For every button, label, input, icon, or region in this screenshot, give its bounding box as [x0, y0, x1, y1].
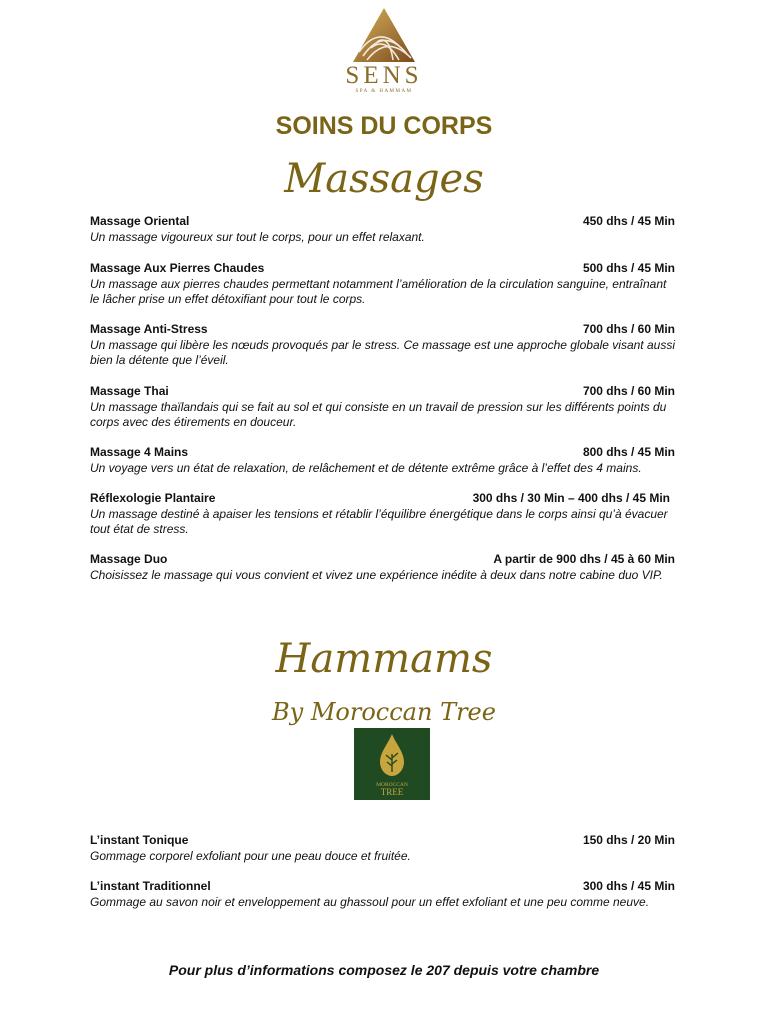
- item-name: Massage Aux Pierres Chaudes: [90, 261, 265, 275]
- item-price: 300 dhs / 30 Min – 400 dhs / 45 Min: [472, 491, 670, 505]
- hammams-heading: Hammams: [275, 636, 493, 682]
- hammams-subheading: By Moroccan Tree: [272, 698, 496, 726]
- menu-item: [90, 261, 675, 308]
- item-price: 500 dhs / 45 Min: [582, 261, 675, 275]
- item-description: Un massage qui libère les nœuds provoqués par le stress. Ce massage est une approche globale visant aussi bien la détente que l’éveil.: [90, 337, 675, 367]
- item-price: 700 dhs / 60 Min: [582, 322, 675, 336]
- item-price: 300 dhs / 45 Min: [582, 879, 675, 893]
- item-price: A partir de 900 dhs / 45 à 60 Min: [493, 552, 675, 566]
- menu-item: [90, 833, 675, 864]
- item-description: Un massage destiné à apaiser les tensions et rétablir l’équilibre énergétique dans le corps ainsi qu’à évacuer tout état de stress.: [90, 506, 668, 536]
- item-name: L’instant Tonique: [90, 833, 189, 847]
- menu-item: [90, 879, 675, 910]
- item-description: Un massage vigoureux sur tout le corps, pour un effet relaxant.: [90, 229, 425, 244]
- sens-logo: [0, 6, 768, 66]
- item-description: Un voyage vers un état de relaxation, de relâchement et de détente extrême grâce à l’effet des 4 mains.: [90, 460, 642, 475]
- triangle-logo-icon: [349, 6, 419, 66]
- item-description: Gommage corporel exfoliant pour une peau douce et fruitée.: [90, 848, 411, 863]
- menu-item: [90, 214, 675, 245]
- menu-item: [90, 384, 675, 431]
- menu-item: [90, 552, 675, 583]
- item-name: Massage Duo: [90, 552, 168, 566]
- brand-name: SENS: [345, 62, 423, 89]
- item-price: 800 dhs / 45 Min: [582, 445, 675, 459]
- logo-text-2: TREE: [380, 787, 404, 797]
- menu-item: [90, 491, 675, 538]
- item-description: Un massage aux pierres chaudes permettant notamment l’amélioration de la circulation sanguine, entraînant le lâcher prise un effet détoxifiant pour tout le corps.: [90, 276, 667, 306]
- item-name: Massage Oriental: [90, 214, 190, 228]
- item-price: 700 dhs / 60 Min: [582, 384, 675, 398]
- item-description: Un massage thaïlandais qui se fait au sol et qui consiste en un travail de pression sur les différents points du corps avec des étirements en douceur.: [90, 399, 667, 429]
- item-name: Massage Thai: [90, 384, 169, 398]
- footer-note: Pour plus d’informations composez le 207 depuis votre chambre: [168, 962, 600, 978]
- menu-item: [90, 445, 675, 476]
- item-name: Réflexologie Plantaire: [90, 491, 216, 505]
- item-price: 150 dhs / 20 Min: [582, 833, 675, 847]
- brand-tagline: SPA & HAMMAM: [355, 89, 413, 94]
- item-name: Massage Anti-Stress: [90, 322, 208, 336]
- menu-item: [90, 322, 675, 369]
- item-name: L’instant Traditionnel: [90, 879, 211, 893]
- item-description: Gommage au savon noir et enveloppement au ghassoul pour un effet exfoliant et une peu comme neuve.: [90, 894, 650, 909]
- moroccan-tree-logo: [354, 728, 430, 800]
- massages-heading: Massages: [284, 156, 484, 202]
- tree-drop-icon: [354, 728, 430, 800]
- logo-text-1: MOROCCAN: [376, 782, 408, 788]
- item-name: Massage 4 Mains: [90, 445, 189, 459]
- item-price: 450 dhs / 45 Min: [582, 214, 675, 228]
- page-title: SOINS DU CORPS: [275, 112, 493, 140]
- item-description: Choisissez le massage qui vous convient et vivez une expérience inédite à deux dans notre cabine duo VIP.: [90, 567, 663, 582]
